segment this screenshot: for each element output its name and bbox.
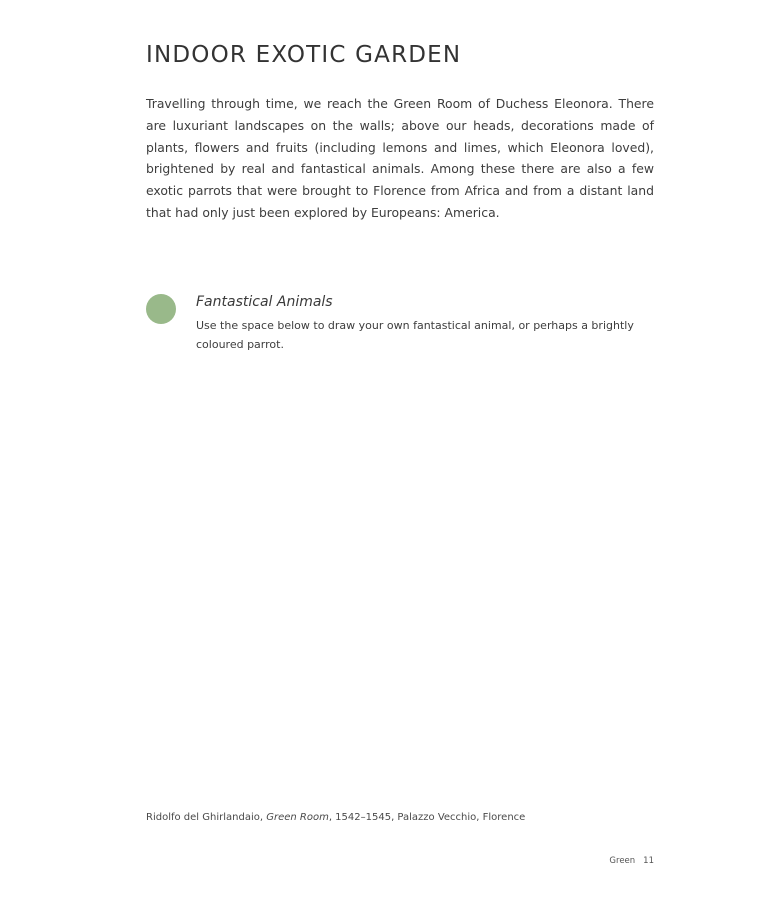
caption-artist: Ridolfo del Ghirlandaio, xyxy=(146,812,267,823)
drawing-space[interactable] xyxy=(146,370,654,790)
caption-work-title: Green Room xyxy=(266,812,329,823)
page-footer xyxy=(609,856,654,866)
caption-details: , 1542–1545, Palazzo Vecchio, Florence xyxy=(328,812,526,823)
activity-instruction: Use the space below to draw your own fantastical animal, or perhaps a brightly coloured parrot. xyxy=(196,319,634,351)
page-title: INDOOR EXOTIC GARDEN xyxy=(146,42,462,68)
activity-block xyxy=(146,294,656,354)
activity-heading: Fantastical Animals xyxy=(196,294,333,310)
footer-section-name: Green xyxy=(609,856,636,866)
intro-paragraph: Travelling through time, we reach the Green Room of Duchess Eleonora. There are luxuriant landscapes on the walls; above our heads, decorations made of plants, flowers and fruits (including lemons and limes, which Eleonora loved), brightened by real and fantastical animals. Among these there are also a few exotic parrots that were brought to Florence from Africa and from a distant land that had only just been explored by Europeans: America. xyxy=(146,96,654,220)
green-circle-icon xyxy=(146,294,176,324)
artwork-caption xyxy=(146,812,666,823)
page-number: 11 xyxy=(643,856,654,866)
